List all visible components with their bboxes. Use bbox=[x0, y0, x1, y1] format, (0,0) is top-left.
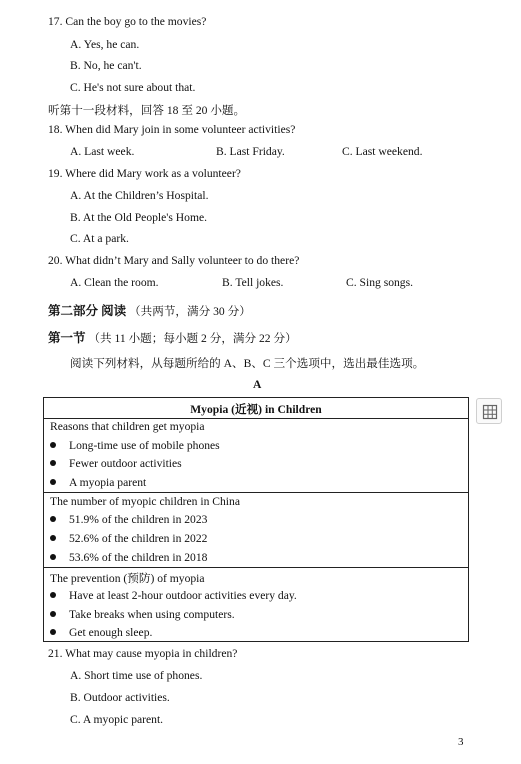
q19-option-c: C. At a park. bbox=[70, 232, 129, 245]
question-20: 20. What didn’t Mary and Sally volunteer to do there? bbox=[48, 254, 300, 267]
section-1-heading bbox=[48, 328, 297, 346]
bullet-icon bbox=[50, 442, 56, 448]
page-number: 3 bbox=[458, 736, 464, 748]
table-grid-icon-glyph bbox=[482, 404, 498, 420]
bullet-icon bbox=[50, 629, 56, 635]
myopia-table bbox=[43, 397, 469, 642]
table-grid-icon[interactable] bbox=[476, 398, 502, 424]
q20-option-c: C. Sing songs. bbox=[346, 276, 414, 289]
list-item: Have at least 2-hour outdoor activities every day. bbox=[50, 589, 297, 602]
q17-option-c: C. He's not sure about that. bbox=[70, 81, 196, 94]
list-item: Get enough sleep. bbox=[50, 626, 152, 639]
part-2-note: （共两节，满分 30 分） bbox=[129, 305, 251, 318]
q18-option-c: C. Last weekend. bbox=[342, 145, 423, 158]
bullet-icon bbox=[50, 611, 56, 617]
question-21: 21. What may cause myopia in children? bbox=[48, 647, 238, 660]
q21-option-c: C. A myopic parent. bbox=[70, 713, 164, 726]
group-heading-prevention: The prevention (预防) of myopia bbox=[50, 572, 205, 585]
group-heading-numbers: The number of myopic children in China bbox=[50, 495, 240, 508]
q21-option-a: A. Short time use of phones. bbox=[70, 669, 203, 682]
table-divider bbox=[44, 567, 468, 568]
list-item: Long-time use of mobile phones bbox=[50, 439, 220, 452]
part-2-title: 第二部分 阅读 bbox=[48, 304, 127, 318]
bullet-icon bbox=[50, 592, 56, 598]
group-heading-reasons: Reasons that children get myopia bbox=[50, 420, 205, 433]
table-title: Myopia (近视) in Children bbox=[190, 403, 322, 416]
list-item: A myopia parent bbox=[50, 476, 146, 489]
list-item: 53.6% of the children in 2018 bbox=[50, 551, 207, 564]
q18-option-b: B. Last Friday. bbox=[216, 145, 285, 158]
bullet-icon bbox=[50, 479, 56, 485]
q17-option-a: A. Yes, he can. bbox=[70, 38, 140, 51]
question-17: 17. Can the boy go to the movies? bbox=[48, 15, 207, 28]
list-item: Take breaks when using computers. bbox=[50, 608, 235, 621]
bullet-icon bbox=[50, 460, 56, 466]
question-19: 19. Where did Mary work as a volunteer? bbox=[48, 167, 241, 180]
q19-option-b: B. At the Old People's Home. bbox=[70, 211, 208, 224]
q21-option-b: B. Outdoor activities. bbox=[70, 691, 170, 704]
part-2-heading bbox=[48, 301, 251, 319]
question-18: 18. When did Mary join in some volunteer activities? bbox=[48, 123, 296, 136]
section-1-title: 第一节 bbox=[48, 331, 86, 345]
reading-instruction: 阅读下列材料，从每题所给的 A、B、C 三个选项中，选出最佳选项。 bbox=[70, 357, 425, 370]
section-1-note: （共 11 小题；每小题 2 分，满分 22 分） bbox=[88, 332, 297, 345]
passage-label: A bbox=[253, 378, 262, 391]
list-item: Fewer outdoor activities bbox=[50, 457, 182, 470]
bullet-icon bbox=[50, 554, 56, 560]
list-item: 51.9% of the children in 2023 bbox=[50, 513, 207, 526]
q20-option-b: B. Tell jokes. bbox=[222, 276, 284, 289]
table-divider bbox=[44, 418, 468, 419]
q17-option-b: B. No, he can't. bbox=[70, 59, 142, 72]
table-divider bbox=[44, 492, 468, 493]
list-item: 52.6% of the children in 2022 bbox=[50, 532, 207, 545]
q20-option-a: A. Clean the room. bbox=[70, 276, 159, 289]
bullet-icon bbox=[50, 535, 56, 541]
q18-option-a: A. Last week. bbox=[70, 145, 135, 158]
bullet-icon bbox=[50, 516, 56, 522]
section-11-instruction: 听第十一段材料，回答 18 至 20 小题。 bbox=[48, 104, 246, 117]
q19-option-a: A. At the Children’s Hospital. bbox=[70, 189, 209, 202]
